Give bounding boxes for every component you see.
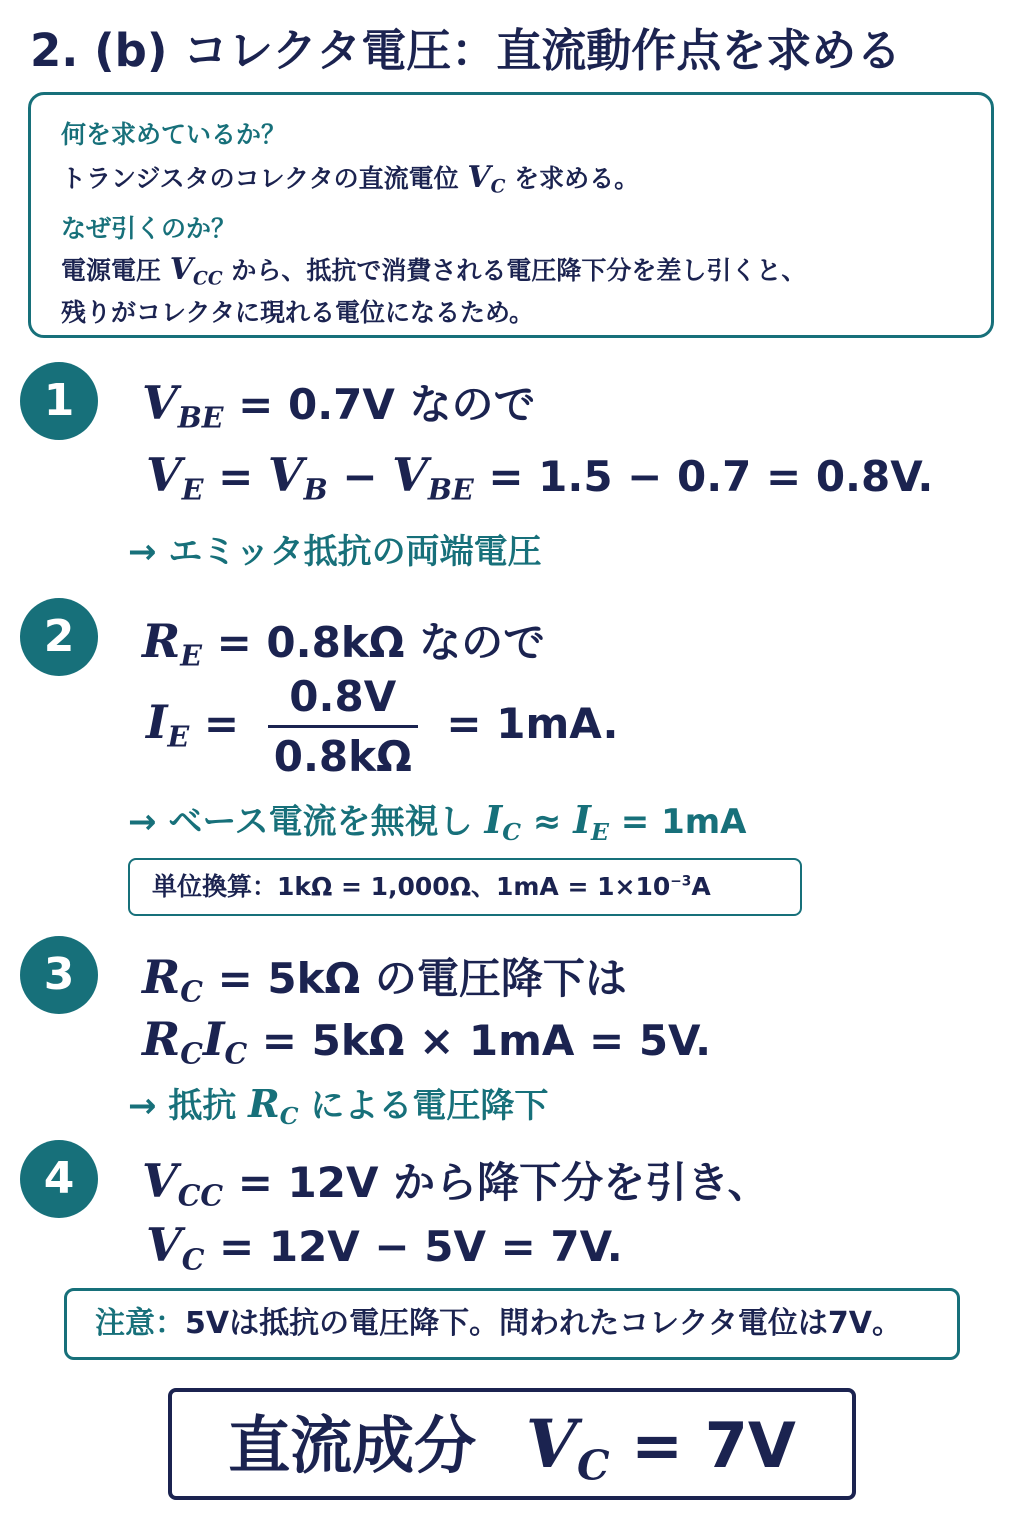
step-2-line2: $I_E$ = $\frac{0.8V}{0.8k\Omega}$ = 1mA. <box>146 672 619 781</box>
step-3-badge: 3 <box>20 936 98 1014</box>
fraction-numerator: 0.8V <box>268 672 418 728</box>
question-what: 何を求めているか？ <box>61 120 287 149</box>
answer-what: トランジスタのコレクタの直流電位 $V_C$ を求める。 <box>61 160 640 198</box>
step-2-arrow-note: → ベース電流を無視し $I_C \approx I_E = 1mA$ <box>128 797 747 847</box>
step-3-arrow-note: → 抵抗 $R_C$ による電圧降下 <box>128 1081 549 1131</box>
fraction <box>268 672 418 781</box>
step-4-line2: $V_C = 12V - 5V = 7V$. <box>146 1218 623 1277</box>
intro-box <box>28 92 994 338</box>
step-4-line1: $V_{CC} = 12V$ から降下分を引き、 <box>142 1154 770 1213</box>
answer-why-line2: 残りがコレクタに現れる電位になるため。 <box>61 298 535 327</box>
step-3-line1: $R_C = 5k\Omega$ の電圧降下は <box>142 950 627 1009</box>
answer-label: 直流成分 <box>228 1409 477 1482</box>
answer-value: = 7V <box>631 1409 796 1482</box>
note-box <box>64 1288 960 1360</box>
note-text: 5Vは抵抗の電圧降下。問われたコレクタ電位は7V。 <box>185 1306 902 1341</box>
note-label: 注意： <box>95 1306 185 1341</box>
step-2-line1: $R_E = 0.8k\Omega$ なので <box>142 614 546 673</box>
final-answer-box <box>168 1388 856 1500</box>
step-1-arrow-note: → エミッタ抵抗の両端電圧 <box>128 532 542 572</box>
answer-why-line1: 電源電圧 $V_{CC}$ から、抵抗で消費される電圧降下分を差し引くと、 <box>61 252 807 290</box>
question-why: なぜ引くのか？ <box>61 214 237 243</box>
unit-conversion-box: 単位換算：1kΩ = 1,000Ω、$1mA = 1\times 10^{-3}A$ <box>128 858 802 916</box>
step-1-badge: 1 <box>20 362 98 440</box>
step-3-line2: $R_CI_C = 5k\Omega \times 1mA = 5V$. <box>142 1012 712 1071</box>
answer-variable: $V_C$ <box>525 1405 610 1490</box>
step-4-badge: 4 <box>20 1140 98 1218</box>
step-1-line2: $V_E = V_B - V_{BE} = 1.5 - 0.7 = 0.8V$. <box>146 448 934 507</box>
step-2-badge: 2 <box>20 598 98 676</box>
fraction-denominator: 0.8kΩ <box>273 732 412 781</box>
page-title: 2. (b) コレクタ電圧：直流動作点を求める <box>30 24 902 77</box>
step-1-line1: $V_{BE} = 0.7V$ なので <box>142 376 536 435</box>
